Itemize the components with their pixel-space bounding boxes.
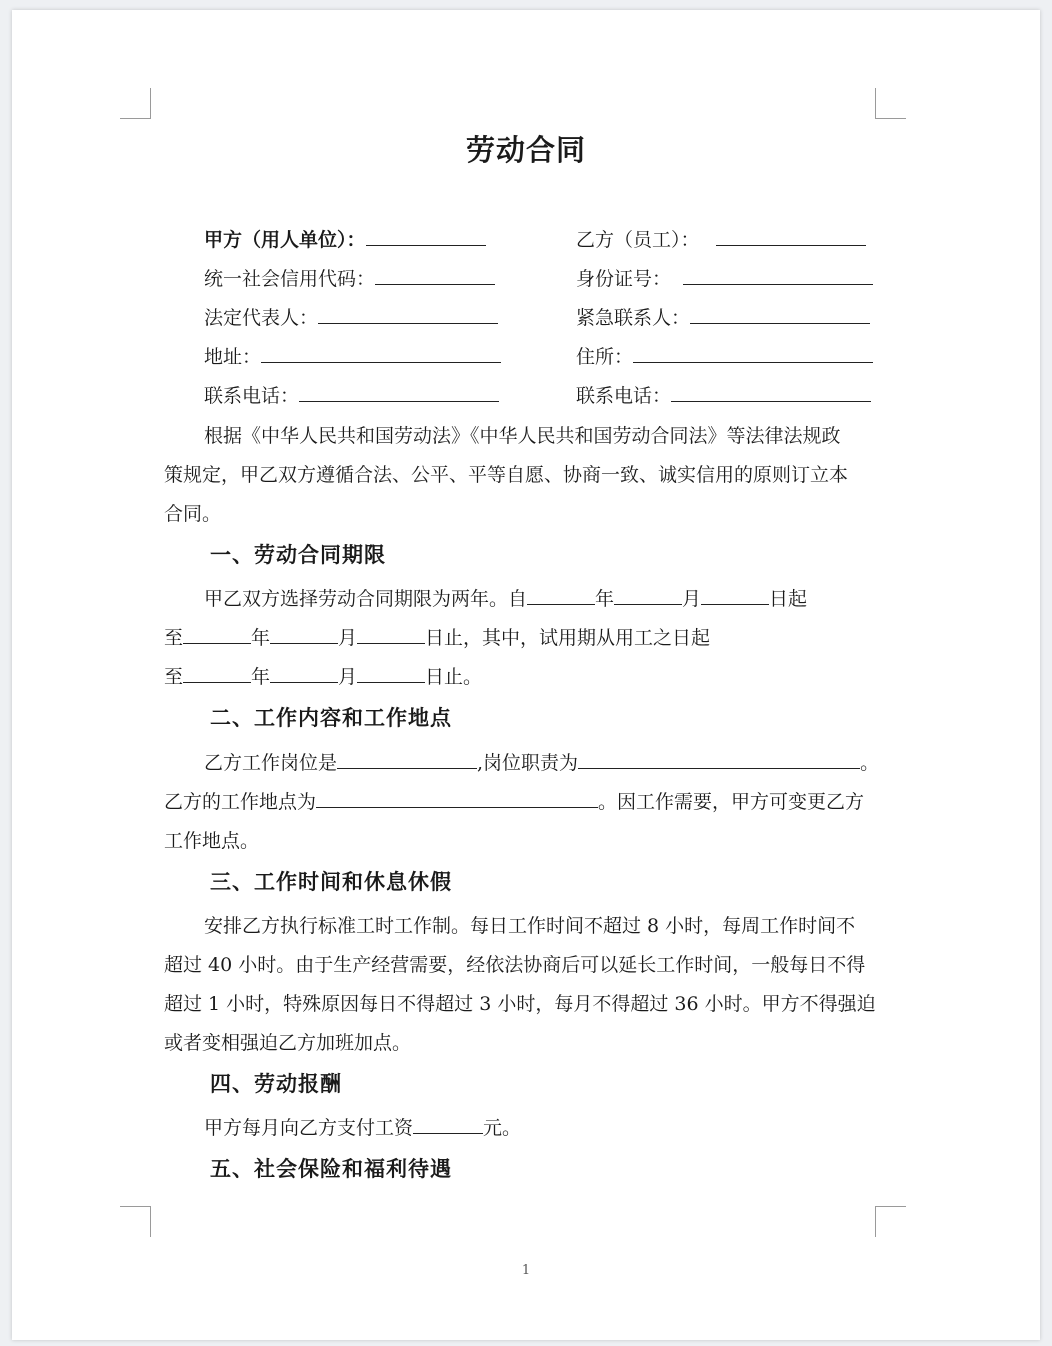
pay-label: 甲方每月向乙方支付工资 xyxy=(204,1117,414,1139)
party-a-phone-row xyxy=(204,384,499,408)
place-label: 乙方的工作地点为 xyxy=(164,791,317,813)
id-number-row xyxy=(576,267,873,291)
post-label: 乙方工作岗位是 xyxy=(204,752,338,774)
party-b-phone-field[interactable] xyxy=(671,384,871,402)
party-b-phone-label: 联系电话： xyxy=(576,385,672,407)
crop-mark-bottom-right xyxy=(875,1206,906,1237)
crop-mark-top-left xyxy=(120,88,151,119)
term-line-3 xyxy=(164,665,482,689)
id-number-field[interactable] xyxy=(683,267,873,285)
pay-suffix: 元。 xyxy=(483,1117,522,1139)
salary-field[interactable] xyxy=(413,1116,483,1134)
place-line xyxy=(164,790,864,814)
party-a-employer-label: 甲方（用人单位）： xyxy=(204,229,366,251)
probation-text: 日止，其中，试用期从用工之日起 xyxy=(425,627,711,649)
day-end-label: 日止。 xyxy=(425,666,483,688)
section-4-heading: 四、劳动报酬 xyxy=(210,1071,342,1096)
address-field[interactable] xyxy=(261,345,501,363)
document-title: 劳动合同 xyxy=(465,133,586,167)
month-label: 月 xyxy=(338,666,358,688)
id-number-label: 身份证号： xyxy=(576,268,672,290)
credit-code-label: 统一社会信用代码： xyxy=(204,268,376,290)
intro-line-2: 策规定，甲乙双方遵循合法、公平、平等自愿、协商一致、诚实信用的原则订立本 xyxy=(164,464,849,486)
year-label: 年 xyxy=(251,627,271,649)
crop-mark-top-right xyxy=(875,88,906,119)
section-5-heading: 五、社会保险和福利待遇 xyxy=(210,1156,452,1181)
day-from-label: 日起 xyxy=(769,588,808,610)
month-label: 月 xyxy=(682,588,702,610)
hours-line-4: 或者变相强迫乙方加班加点。 xyxy=(164,1032,412,1054)
term-line-2 xyxy=(164,626,710,650)
party-a-employer-row xyxy=(204,228,486,252)
end-mark: 。 xyxy=(860,752,880,774)
legal-rep-row xyxy=(204,306,498,330)
intro-line-3: 合同。 xyxy=(164,503,222,525)
to-label: 至 xyxy=(164,666,184,688)
hours-line-3: 超过 1 小时，特殊原因每日不得超过 3 小时，每月不得超过 36 小时。甲方不得强迫 xyxy=(164,993,876,1015)
emergency-contact-label: 紧急联系人： xyxy=(576,307,691,329)
year-label: 年 xyxy=(595,588,615,610)
credit-code-row xyxy=(204,267,495,291)
party-b-employee-field[interactable] xyxy=(716,228,866,246)
post-field[interactable] xyxy=(337,751,477,769)
probation-month-field[interactable] xyxy=(270,665,338,683)
section-2-heading: 二、工作内容和工作地点 xyxy=(210,705,452,730)
place-tail-line: 工作地点。 xyxy=(164,830,260,852)
legal-rep-label: 法定代表人： xyxy=(204,307,319,329)
month-label: 月 xyxy=(338,627,358,649)
crop-mark-bottom-left xyxy=(120,1206,151,1237)
party-b-employee-label: 乙方（员工）： xyxy=(576,229,700,251)
address-row xyxy=(204,345,501,369)
start-day-field[interactable] xyxy=(701,587,769,605)
year-label: 年 xyxy=(251,666,271,688)
post-line xyxy=(204,751,879,775)
duty-label: ,岗位职责为 xyxy=(477,752,579,774)
start-month-field[interactable] xyxy=(614,587,682,605)
residence-field[interactable] xyxy=(633,345,873,363)
legal-rep-field[interactable] xyxy=(318,306,498,324)
hours-line-2: 超过 40 小时。由于生产经营需要，经依法协商后可以延长工作时间，一般每日不得 xyxy=(164,954,866,976)
section-3-heading: 三、工作时间和休息休假 xyxy=(210,869,452,894)
end-day-field[interactable] xyxy=(357,626,425,644)
place-suffix: 。因工作需要，甲方可变更乙方 xyxy=(598,791,865,813)
section-1-heading: 一、劳动合同期限 xyxy=(210,542,386,567)
credit-code-field[interactable] xyxy=(375,267,495,285)
probation-day-field[interactable] xyxy=(357,665,425,683)
party-b-employee-row xyxy=(576,228,866,252)
term-line-1 xyxy=(204,587,807,611)
party-a-phone-label: 联系电话： xyxy=(204,385,300,407)
residence-label: 住所： xyxy=(576,346,634,368)
address-label: 地址： xyxy=(204,346,262,368)
page-number: 1 xyxy=(521,1263,531,1278)
duty-field[interactable] xyxy=(578,751,860,769)
residence-row xyxy=(576,345,873,369)
start-year-field[interactable] xyxy=(527,587,595,605)
pay-line xyxy=(204,1116,521,1140)
end-year-field[interactable] xyxy=(183,626,251,644)
probation-year-field[interactable] xyxy=(183,665,251,683)
party-a-phone-field[interactable] xyxy=(299,384,499,402)
intro-line-1: 根据《中华人民共和国劳动法》《中华人民共和国劳动合同法》等法律法规政 xyxy=(204,425,841,447)
term-start-text: 甲乙双方选择劳动合同期限为两年。自 xyxy=(204,588,528,610)
to-label: 至 xyxy=(164,627,184,649)
party-b-phone-row xyxy=(576,384,871,408)
end-month-field[interactable] xyxy=(270,626,338,644)
party-a-employer-field[interactable] xyxy=(366,228,486,246)
place-field[interactable] xyxy=(316,790,598,808)
emergency-contact-field[interactable] xyxy=(690,306,870,324)
hours-line-1: 安排乙方执行标准工时工作制。每日工作时间不超过 8 小时，每周工作时间不 xyxy=(204,915,856,937)
emergency-contact-row xyxy=(576,306,870,330)
